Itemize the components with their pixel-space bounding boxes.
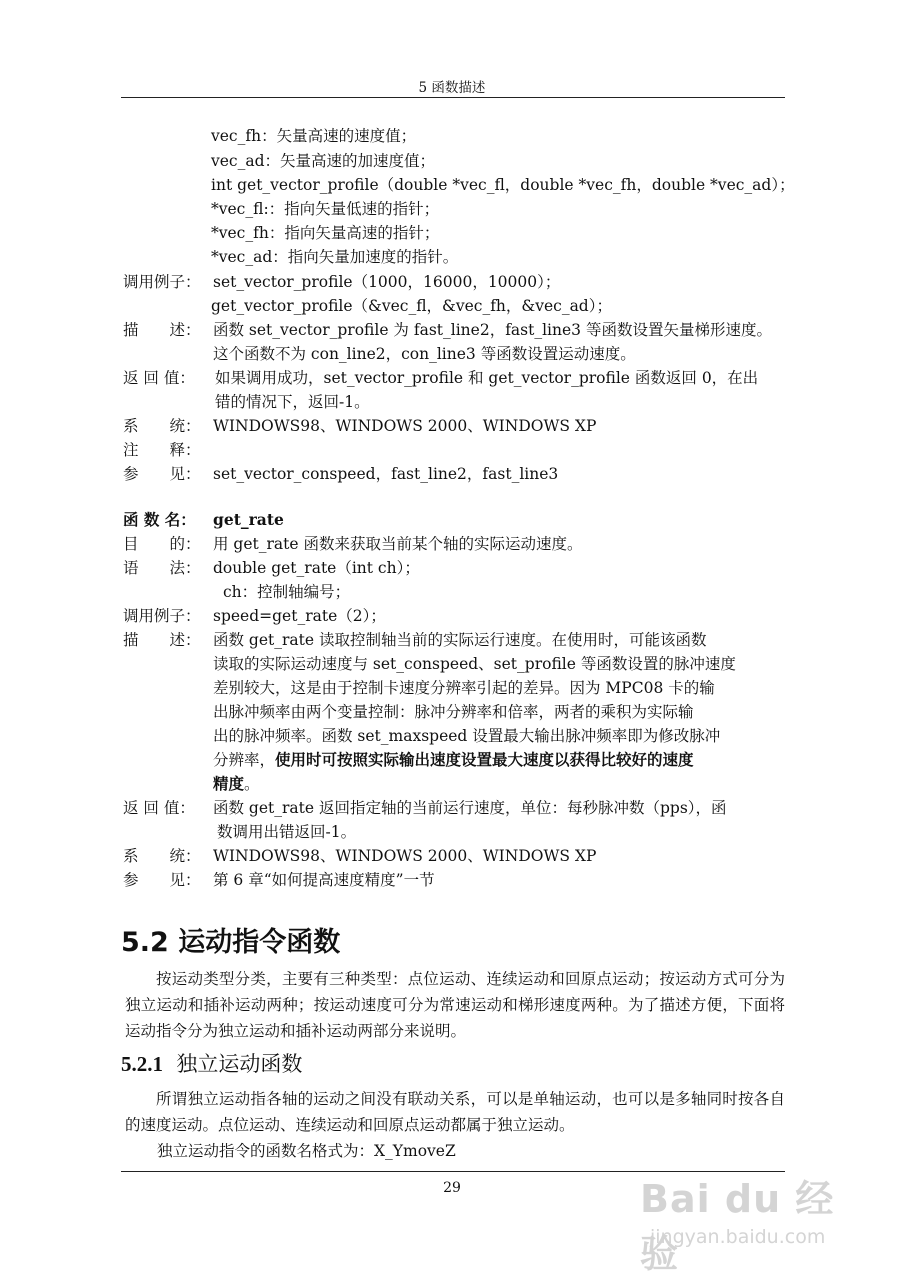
param-ptr-vec-fl: *vec_fl:：指向矢量低速的指针； xyxy=(211,200,440,218)
example-line-2: get_vector_profile（&vec_fl，&vec_fh，&vec_ad）； xyxy=(211,297,612,315)
desc-line-1: 函数 set_vector_profile 为 fast_line2，fast_line3 等函数设置矢量梯形速度。 xyxy=(213,321,772,339)
system-label-2: 系 统： xyxy=(123,847,201,865)
fn-name-label: 函 数 名： xyxy=(123,510,196,529)
desc2-period: 。 xyxy=(244,775,260,793)
desc-label: 描 述： xyxy=(123,321,201,339)
return-label: 返 回 值： xyxy=(123,369,195,387)
example-value-2: speed=get_rate（2）； xyxy=(213,607,386,625)
example-label: 调用例子： xyxy=(123,273,201,291)
see-value-2: 第 6 章“如何提高速度精度”一节 xyxy=(213,871,435,889)
param-ptr-vec-fh: *vec_fh：指向矢量高速的指针； xyxy=(211,224,440,242)
section-5-2-1-paragraph: 所谓独立运动指各轴的运动之间没有联动关系，可以是单轴运动，也可以是多轴同时按各自的速度运动。点位运动、连续运动和回原点运动都属于独立运动。 xyxy=(125,1090,785,1134)
running-header: 5 函数描述 xyxy=(418,80,486,96)
return2-line-2: 数调用出错返回-1。 xyxy=(217,823,357,841)
purpose-value: 用 get_rate 函数来获取当前某个轴的实际运动速度。 xyxy=(213,535,583,553)
return-line-1: 如果调用成功，set_vector_profile 和 get_vector_profile 函数返回 0，在出 xyxy=(215,369,759,387)
section-5-2-1-number: 5.2.1 xyxy=(121,1052,163,1076)
desc-line-2: 这个函数不为 con_line2，con_line3 等函数设置运动速度。 xyxy=(213,345,636,363)
example-line-1: set_vector_profile（1000，16000，10000）； xyxy=(213,273,561,291)
see-value: set_vector_conspeed，fast_line2，fast_line3 xyxy=(213,465,559,483)
return-label-2: 返 回 值： xyxy=(123,799,195,817)
system-value: WINDOWS98、WINDOWS 2000、WINDOWS XP xyxy=(213,417,597,435)
page-number: 29 xyxy=(443,1180,461,1196)
param-ptr-vec-ad: *vec_ad：指向矢量加速度的指针。 xyxy=(211,248,459,266)
watermark-url: jingyan.baidu.com xyxy=(650,1226,826,1248)
syntax-value: double get_rate（int ch）； xyxy=(213,559,420,577)
format-line: 独立运动指令的函数名格式为：X_YmoveZ xyxy=(157,1142,456,1160)
note-label: 注 释： xyxy=(123,441,201,459)
desc2-line-2: 读取的实际运动速度与 set_conspeed、set_profile 等函数设置的脉冲速度 xyxy=(213,655,736,673)
fn-name-value: get_rate xyxy=(213,510,284,529)
system-label: 系 统： xyxy=(123,417,201,435)
desc2-plain-text: 分辨率， xyxy=(213,751,276,769)
syntax-label: 语 法： xyxy=(123,559,201,577)
desc2-line-6 xyxy=(213,750,694,770)
watermark-logo: Bai du 经验 xyxy=(640,1177,835,1276)
desc2-line-5: 出的脉冲频率。函数 set_maxspeed 设置最大输出脉冲频率即为修改脉冲 xyxy=(213,727,721,745)
system-value-2: WINDOWS98、WINDOWS 2000、WINDOWS XP xyxy=(213,847,597,865)
see-label-2: 参 见： xyxy=(123,871,201,889)
watermark xyxy=(640,1168,870,1276)
return-line-2: 错的情况下，返回-1。 xyxy=(215,393,370,411)
param-vec-ad: vec_ad：矢量高速的加速度值； xyxy=(211,152,436,170)
purpose-label: 目 的： xyxy=(123,535,201,553)
section-5-2-paragraph: 按运动类型分类，主要有三种类型：点位运动、连续运动和回原点运动；按运动方式可分为独立运动和插补运动两种；按运动速度可分为常速运动和梯形速度两种。为了描述方便，下面将运动指令分为独立运动和插补运动两部分来说明。 xyxy=(125,970,785,1040)
desc2-line-4: 出脉冲频率由两个变量控制：脉冲分辨率和倍率，两者的乘积为实际输 xyxy=(213,703,694,721)
section-5-2-1-title: 独立运动函数 xyxy=(176,1052,303,1076)
desc2-line-3: 差别较大，这是由于控制卡速度分辨率引起的差异。因为 MPC08 卡的输 xyxy=(213,679,715,697)
return2-line-1: 函数 get_rate 返回指定轴的当前运行速度，单位：每秒脉冲数（pps），函 xyxy=(213,799,727,817)
syntax-param: ch：控制轴编号； xyxy=(223,583,351,601)
example-label-2: 调用例子： xyxy=(123,607,201,625)
desc2-bold-text: 使用时可按照实际输出速度设置最大速度以获得比较好的速度 xyxy=(275,751,694,769)
desc-label-2: 描 述： xyxy=(123,631,201,649)
desc2-line-1: 函数 get_rate 读取控制轴当前的实际运行速度。在使用时，可能该函数 xyxy=(213,631,707,649)
section-heading-5-2-1 xyxy=(121,1048,302,1078)
desc2-line-7 xyxy=(213,774,260,794)
syntax-get-vector-profile: int get_vector_profile（double *vec_fl，double *vec_fh，double *vec_ad）； xyxy=(211,176,795,194)
see-label: 参 见： xyxy=(123,465,201,483)
section-heading-5-2: 5.2 运动指令函数 xyxy=(121,927,341,958)
desc2-bold-end: 精度 xyxy=(213,775,245,793)
param-vec-fh: vec_fh：矢量高速的速度值； xyxy=(211,127,417,145)
header-rule xyxy=(121,97,785,98)
